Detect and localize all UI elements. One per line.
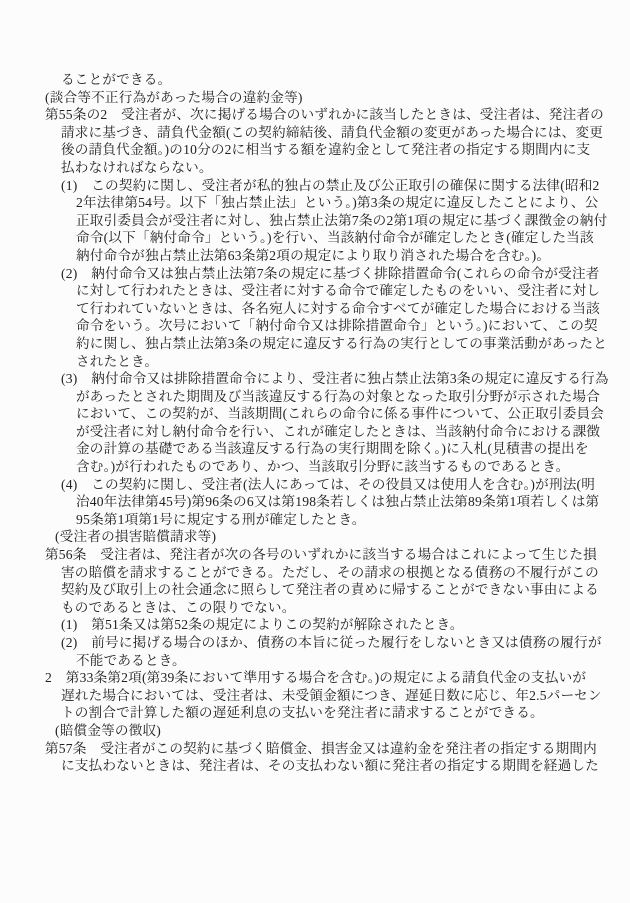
text-line: 納付命令が独占禁止法第63条第2項の規定により取り消された場合を含む。)。: [76, 247, 551, 263]
text-line: 命令をいう。次号において「納付命令又は排除措置命令」という。)において、この契: [76, 318, 598, 334]
text-line: があったとされた期間及び当該違反する行為の対象となった取引分野が示された場合: [76, 388, 601, 404]
text-line: (1) 第51条又は第52条の規定によりこの契約が解除されたとき。: [61, 617, 464, 633]
text-line: (賠償金等の徴収): [55, 722, 162, 738]
text-line: に対して行われたときは、受注者に対する命令で確定したものをいい、受注者に対し: [76, 283, 601, 299]
text-line: 含む。)が行われたものであり、かつ、当該取引分野に該当するものであるとき。: [76, 459, 570, 475]
text-line: 第55条の2 受注者が、次に掲げる場合のいずれかに該当したときは、受注者は、発注者の: [45, 107, 604, 123]
text-line: 害の賠償を請求することができる。ただし、その請求の根拠となる債務の不履行がこの: [61, 564, 599, 580]
text-line: (4) この契約に関し、受注者(法人にあっては、その役員又は使用人を含む。)が刑法(明: [61, 476, 596, 492]
text-line: 95条第1項第1号に規定する刑が確定したとき。: [76, 511, 366, 527]
text-line: において、この契約が、当該期間(これらの命令に係る事件について、公正取引委員会: [76, 406, 605, 422]
contract-text: [45, 71, 609, 775]
text-line: て行われていないときは、各名宛人に対する命令すべてが確定した場合における当該: [76, 300, 600, 316]
text-line: 不能であるとき。: [76, 652, 186, 668]
text-line: 約に関し、独占禁止法第3条の規定に違反する行為の実行としての事業活動があったと: [76, 335, 608, 351]
text-line: 2 第33条第2項(第39条において準用する場合を含む。)の規定による請負代金の支払いが: [45, 670, 587, 686]
text-line: に支払わないときは、発注者は、その支払わない額に発注者の指定する期間を経過した: [61, 758, 599, 774]
text-line: (受注者の損害賠償請求等): [55, 529, 217, 545]
text-line: 請求に基づき、請負代金額(この契約締結後、請負代金額の変更があった場合には、変更: [61, 124, 603, 140]
text-line: 遅れた場合においては、受注者は、未受領金額につき、遅延日数に応じ、年2.5パーセン: [61, 687, 602, 703]
text-line: 第56条 受注者は、発注者が次の各号のいずれかに該当する場合はこれによって生じた損: [45, 547, 597, 563]
text-line: が受注者に対し納付命令を行い、これが確定したときは、当該納付命令における課徴: [76, 423, 601, 439]
text-line: (3) 納付命令又は排除措置命令により、受注者に独占禁止法第3条の規定に違反する行為: [61, 371, 609, 387]
text-line: されたとき。: [76, 353, 159, 369]
text-line: 正取引委員会が受注者に対し、独占禁止法第7条の2第1項の規定に基づく課徴金の納付: [76, 212, 608, 228]
text-line: 第57条 受注者がこの契約に基づく賠償金、損害金又は違約金を発注者の指定する期間内: [45, 740, 597, 756]
text-line: 治40年法律第45号)第96条の6又は第198条若しくは独占禁止法第89条第1項若しくは第: [76, 494, 600, 510]
text-line: トの割合で計算した額の遅延利息の支払いを発注者に請求することができる。: [61, 705, 544, 721]
text-line: (談合等不正行為があった場合の違約金等): [45, 89, 303, 105]
text-line: (2) 納付命令又は独占禁止法第7条の規定に基づく排除措置命令(これらの命令が受注者: [61, 265, 600, 281]
text-line: ものであるときは、この限りでない。: [61, 599, 296, 615]
text-line: 命令(以下「納付命令」という。)を行い、当該納付命令が確定したとき(確定した当該: [76, 230, 594, 246]
text-line: 払わなければならない。: [61, 159, 213, 175]
text-line: (2) 前号に掲げる場合のほか、債務の本旨に従った履行をしないとき又は債務の履行が: [61, 635, 602, 650]
text-line: 金の計算の基礎である当該違反する行為の実行期間を除く。)に入札(見積書の提出を: [76, 441, 589, 457]
text-line: 2年法律第54号。以下「独占禁止法」という。)第3条の規定に違反したことにより、公: [76, 195, 599, 211]
text-line: ることができる。: [61, 72, 172, 87]
text-line: 契約及び取引上の社会通念に照らして発注者の責めに帰することができない事由による: [61, 582, 599, 598]
text-line: (1) この契約に関し、受注者が私的独占の禁止及び公正取引の確保に関する法律(昭和2: [61, 177, 600, 193]
text-line: 後の請負代金額。)の10分の2に相当する額を違約金として発注者の指定する期間内に支: [61, 142, 591, 158]
